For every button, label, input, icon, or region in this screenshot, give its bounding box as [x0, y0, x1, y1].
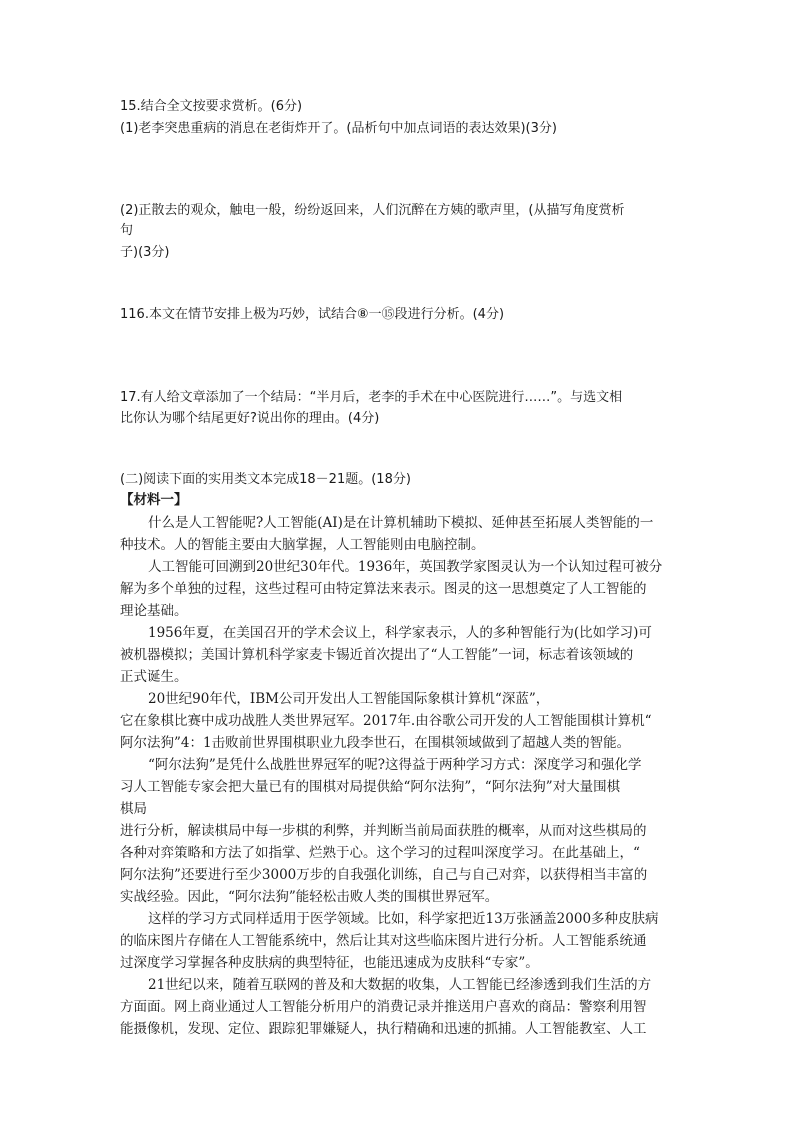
passage-line: 的临床图片存储在人工智能系统中，然后让其对这些临床图片进行分析。人工智能系统通 — [120, 933, 647, 949]
question-17-line-2: 比你认为哪个结尾更好?说出你的理由。(4分) — [120, 411, 380, 426]
passage-line: 20世纪90年代，IBM公司开发出人工智能国际象棋计算机“深蓝”， — [148, 691, 550, 707]
passage-line: 阿尔法狗”还要进行至少3000万步的自我强化训练，自己与自己对弈，以获得相当丰富的 — [120, 867, 648, 883]
passage-line: 理论基础。 — [120, 603, 188, 619]
question-15-part-2-line-3: 子)(3分) — [120, 245, 170, 260]
question-15-part-1: (1)老李突患重病的消息在老街炸开了。(品析句中加点词语的表达效果)(3分) — [120, 121, 557, 136]
passage-line: 习人工智能专家会把大量已有的围棋对局提供給“阿尔法狗”，“阿尔法狗”对大量围棋 — [120, 779, 621, 795]
passage-line: 这样的学习方式同样适用于医学领域。比如，科学家把近13万张涵盖2000多种皮肤病 — [148, 911, 659, 927]
passage-line: 能摄像机，发现、定位、跟踪犯罪嫌疑人，执行精确和迅速的抓捕。人工智能教室、人工 — [120, 1021, 647, 1037]
passage-line: 被机器模拟；美国计算机科学家麦卡锡近首次提出了“人工智能”一词，标志着该领域的 — [120, 647, 634, 663]
passage-line: 什么是人工智能呢?人工智能(AI)是在计算机辅助下模拟、延伸甚至拓展人类智能的一 — [148, 515, 654, 531]
question-15-title: 15.结合全文按要求赏析。(6分) — [120, 99, 303, 114]
passage-line: 人工智能可回溯到20世纪30年代。1936年，英国教学家图灵认为一个认知过程可被分 — [148, 559, 663, 575]
question-16: 116.本文在情节安排上极为巧妙，试结合⑧一⑮段进行分析。(4分) — [120, 307, 505, 322]
passage-line: 解为多个单独的过程，这些过程可由特定算法来表示。图灵的这一思想奠定了人工智能的 — [120, 581, 647, 597]
passage-line: 21世纪以来，随着互联网的普及和大数据的收集，人工智能已经渗透到我们生活的方 — [148, 977, 652, 993]
passage-line: 1956年夏，在美国召开的学术会议上，科学家表示，人的多种智能行为(比如学习)可 — [148, 625, 652, 641]
question-15-part-2-line-2: 句 — [120, 223, 134, 238]
passage-line: 进行分析，解读棋局中每一步棋的利弊，并判断当前局面获胜的概率，从而对这些棋局的 — [120, 823, 647, 839]
passage-line: 过深度学习掌握各种皮肤病的典型特征，也能迅速成为皮肤科“专家”。 — [120, 955, 539, 971]
passage-line: 正式诞生。 — [120, 669, 188, 685]
question-17-line-1: 17.有人给文章添加了一个结局：“半月后，老李的手术在中心医院进行……”。与选文相 — [120, 390, 623, 405]
section-heading: (二)阅读下面的实用类文本完成18－21题。(18分) — [120, 472, 411, 487]
passage-line: 各种对弈策略和方法了如指掌、烂熟于心。这个学习的过程叫深度学习。在此基础上，“ — [120, 845, 640, 861]
passage-line: 棋局 — [120, 801, 147, 817]
question-15-part-2-line-1: (2)正散去的观众，触电一般，纷纷返回来，人们沉醉在方姨的歌声里，(从描写角度赏析 — [120, 203, 625, 218]
passage-line: 阿尔法狗”4：1击败前世界围棋职业九段李世石，在围棋领域做到了超越人类的智能。 — [120, 735, 631, 751]
material-label: 【材料一】 — [120, 492, 188, 508]
passage-line: “阿尔法狗”是凭什么战胜世界冠军的呢?这得益于两种学习方式：深度学习和强化学 — [148, 757, 642, 773]
passage-line: 实战经验。因此，“阿尔法狗”能轻松击败人类的围棋世界冠军。 — [120, 889, 499, 905]
passage-line: 种技术。人的智能主要由大脑掌握，人工智能则由电脑控制。 — [120, 537, 485, 553]
passage-line: 方面面。网上商业通过人工智能分析用户的消费记录并推送用户喜欢的商品：警察利用智 — [120, 999, 647, 1015]
passage-line: 它在象棋比赛中成功战胜人类世界冠军。2017年.由谷歌公司开发的人工智能围棋计算机“ — [120, 713, 652, 729]
